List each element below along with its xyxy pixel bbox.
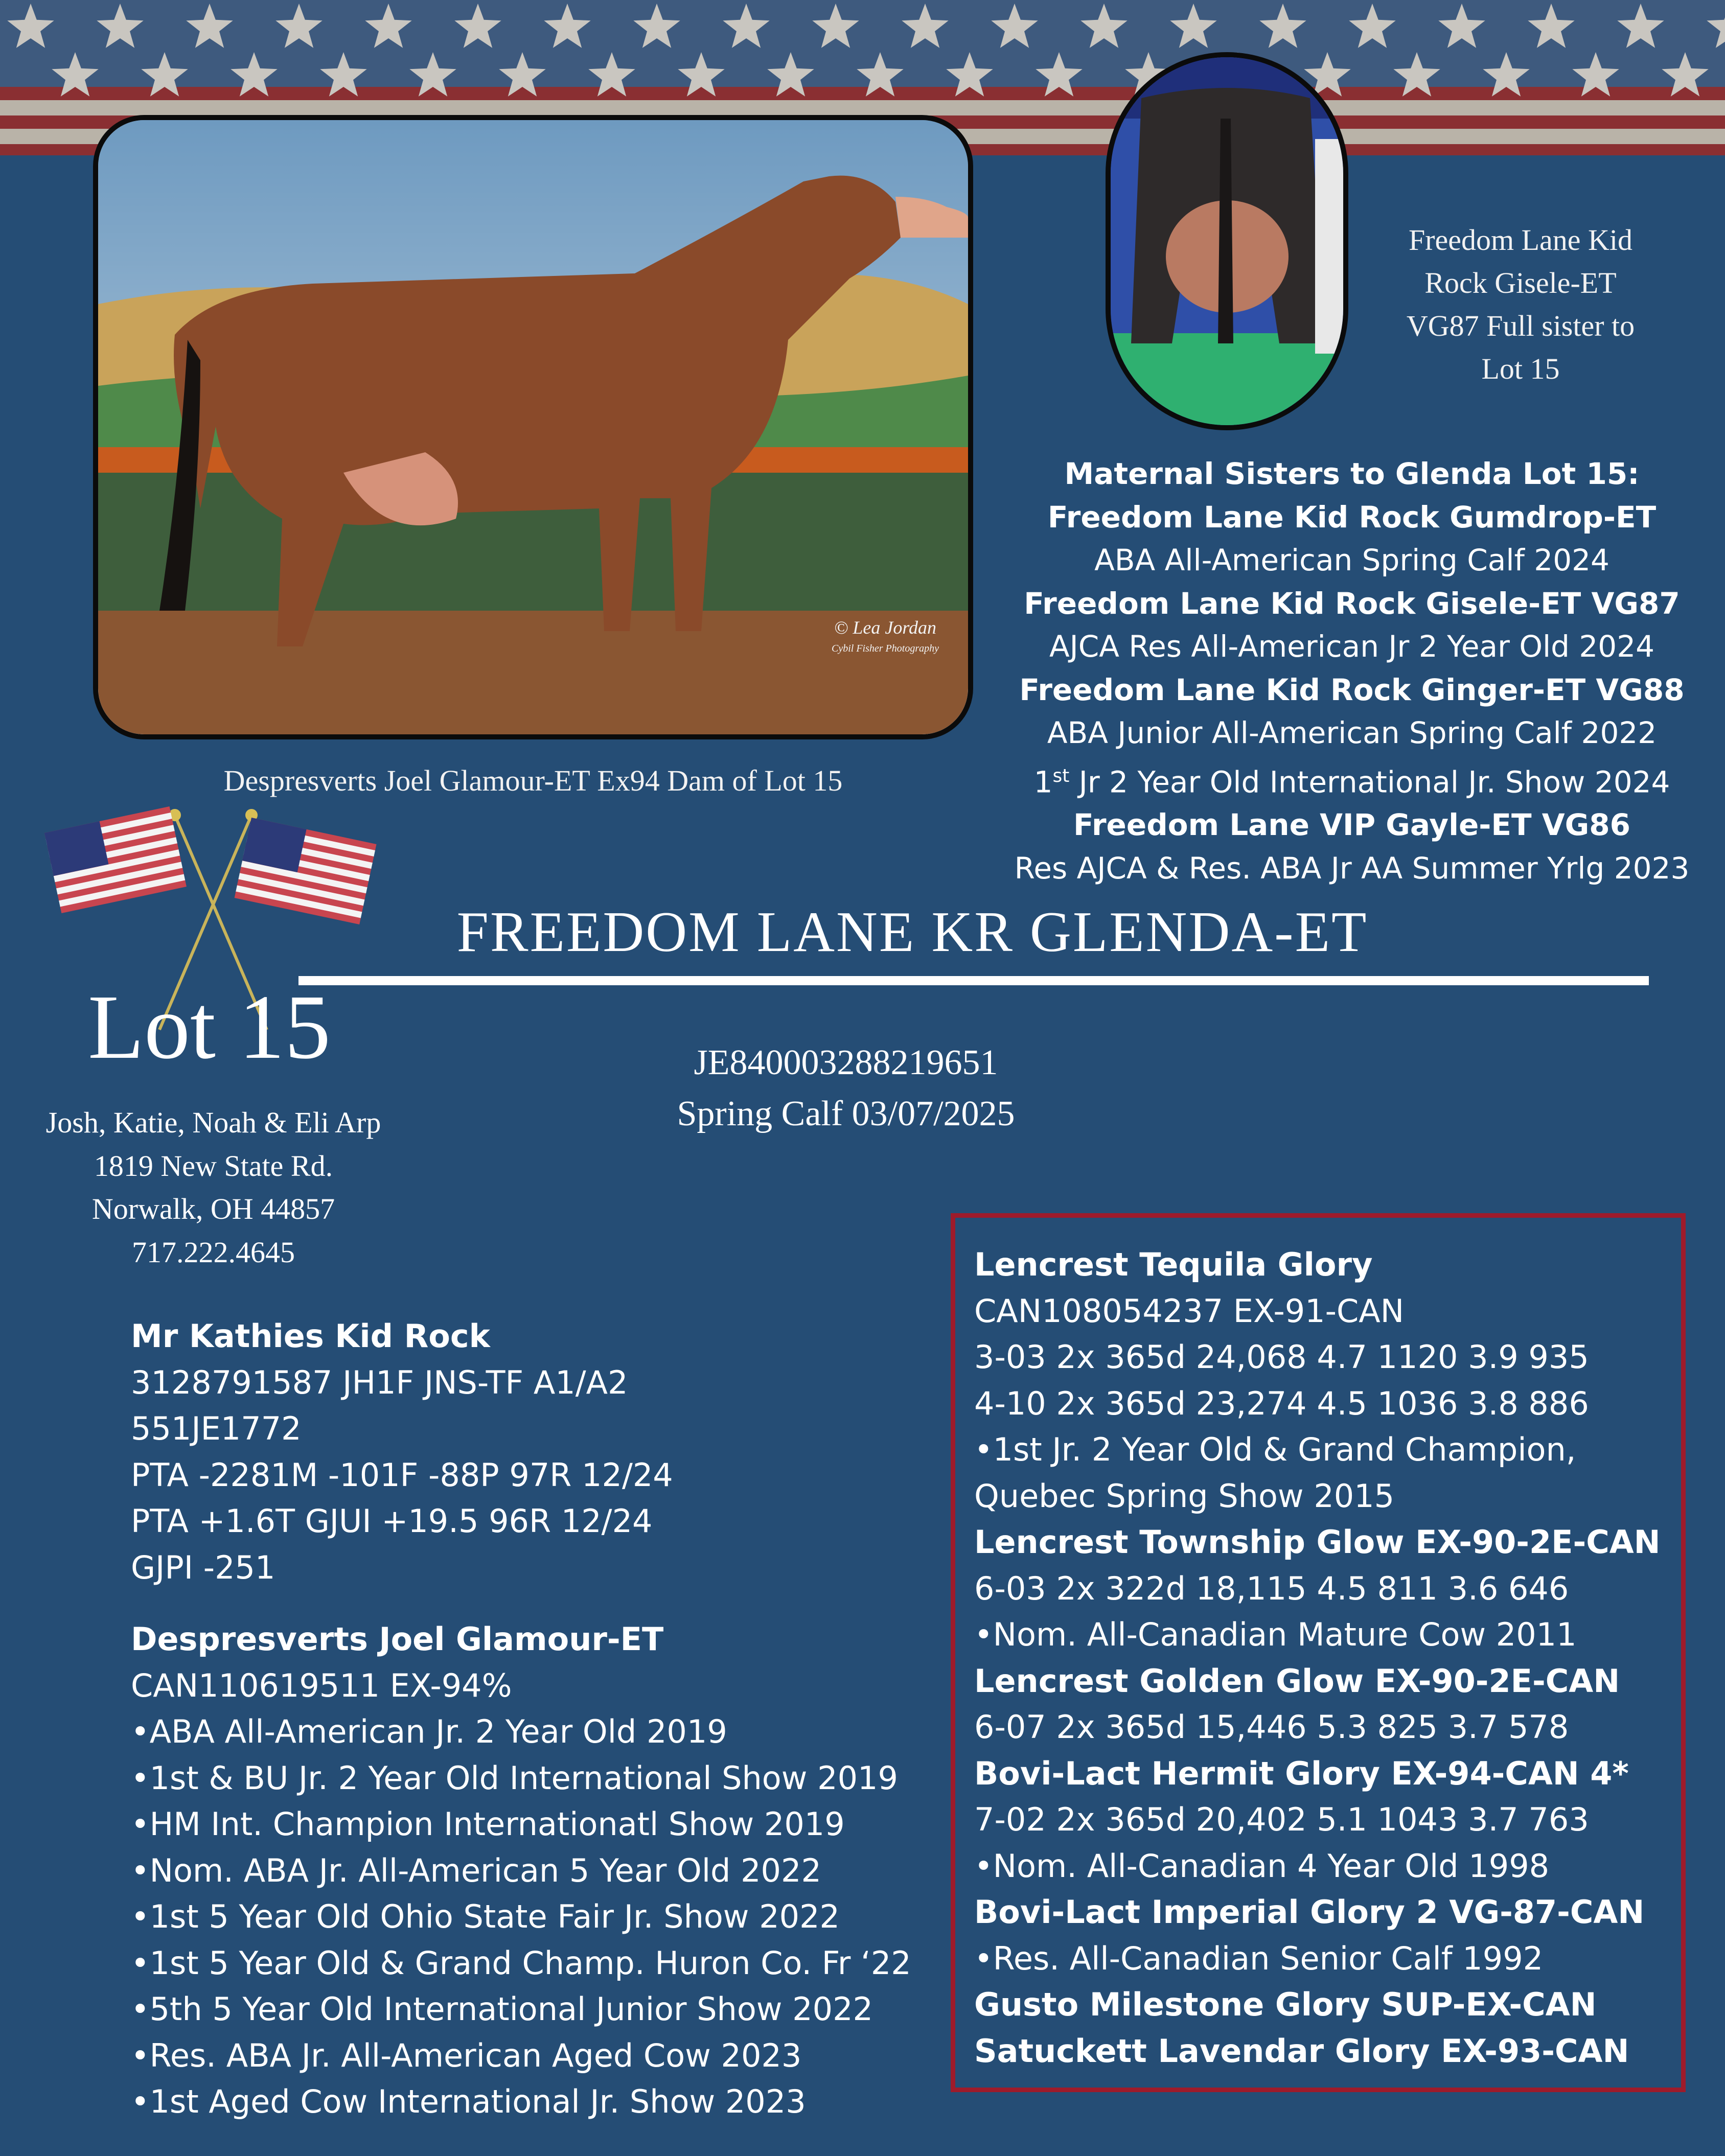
- main-photo-caption: Despresverts Joel Glamour-ET Ex94 Dam of Lot 15: [223, 764, 843, 797]
- rear-photo-caption: [1375, 219, 1666, 390]
- sire-name: Mr Kathies Kid Rock: [131, 1317, 490, 1355]
- lot-number: Lot 15: [88, 976, 331, 1078]
- rear-caption-line: Lot 15: [1481, 352, 1560, 385]
- ancestor-name: Lencrest Township Glow EX-90-2E-CAN: [974, 1523, 1661, 1561]
- award-text: Jr 2 Year Old International Jr. Show 2024: [1069, 764, 1670, 799]
- rear-caption-line: Freedom Lane Kid: [1408, 223, 1633, 257]
- cow-rear-photo: [1111, 57, 1343, 425]
- ancestor-name: Satuckett Lavendar Glory EX-93-CAN: [974, 2032, 1629, 2070]
- sire-detail: 551JE1772: [131, 1410, 302, 1447]
- sister-name: Freedom Lane Kid Rock Gumdrop-ET: [1047, 499, 1657, 535]
- maternal-sisters-heading: Maternal Sisters to Glenda Lot 15:: [1064, 456, 1640, 491]
- dam-name: Despresverts Joel Glamour-ET: [131, 1620, 664, 1658]
- ordinal-suffix: st: [1052, 765, 1070, 786]
- dam-detail: •Res. ABA Jr. All-American Aged Cow 2023: [131, 2036, 802, 2074]
- ancestor-detail: •Nom. All-Canadian 4 Year Old 1998: [974, 1847, 1550, 1885]
- sire-detail: 3128791587 JH1F JNS-TF A1/A2: [131, 1363, 628, 1401]
- title-divider: [298, 976, 1649, 985]
- ancestor-detail: 4-10 2x 365d 23,274 4.5 1036 3.8 886: [974, 1384, 1589, 1422]
- registration-id: JE840003288219651: [694, 1043, 998, 1082]
- ancestor-detail: •1st Jr. 2 Year Old & Grand Champion,: [974, 1431, 1576, 1468]
- rear-caption-line: Rock Gisele-ET: [1424, 266, 1617, 299]
- rear-photo-sister: [1106, 52, 1348, 430]
- dam-detail: •Nom. ABA Jr. All-American 5 Year Old 2022: [131, 1851, 821, 1889]
- sister-name: Freedom Lane VIP Gayle-ET VG86: [1073, 807, 1630, 843]
- consignor-contact: [0, 1101, 427, 1274]
- animal-title: FREEDOM LANE KR GLENDA-ET: [456, 900, 1368, 964]
- dam-detail: •HM Int. Champion Internationatl Show 2019: [131, 1805, 845, 1843]
- ancestor-name: Bovi-Lact Imperial Glory 2 VG-87-CAN: [974, 1893, 1645, 1931]
- dam-detail: CAN110619511 EX-94%: [131, 1666, 512, 1704]
- sister-name: Freedom Lane Kid Rock Ginger-ET VG88: [1019, 672, 1685, 707]
- dam-detail: •ABA All-American Jr. 2 Year Old 2019: [131, 1713, 727, 1750]
- consignor-street: 1819 New State Rd.: [94, 1149, 333, 1183]
- sire-detail: PTA +1.6T GJUI +19.5 96R 12/24: [131, 1502, 653, 1540]
- ancestor-detail: CAN108054237 EX-91-CAN: [974, 1292, 1405, 1330]
- ancestor-name: Lencrest Tequila Glory: [974, 1246, 1373, 1283]
- ancestor-detail: •Res. All-Canadian Senior Calf 1992: [974, 1939, 1544, 1977]
- cow-side-photo: [98, 120, 968, 734]
- ancestor-detail: 7-02 2x 365d 20,402 5.1 1043 3.7 763: [974, 1801, 1589, 1838]
- ordinal-number: 1: [1033, 764, 1053, 799]
- ancestor-detail: 6-03 2x 322d 18,115 4.5 811 3.6 646: [974, 1569, 1569, 1607]
- dam-detail: •5th 5 Year Old International Junior Show 2022: [131, 1990, 873, 2028]
- main-photo-dam: [93, 115, 973, 739]
- dam-detail: •1st & BU Jr. 2 Year Old International Show 2019: [131, 1759, 898, 1797]
- ancestor-name: Lencrest Golden Glow EX-90-2E-CAN: [974, 1662, 1620, 1700]
- sister-award: Res AJCA & Res. ABA Jr AA Summer Yrlg 2023: [1014, 850, 1690, 886]
- consignor-phone: 717.222.4645: [132, 1235, 295, 1269]
- maternal-sisters-section: [986, 452, 1717, 890]
- class-date: Spring Calf 03/07/2025: [677, 1094, 1015, 1133]
- ancestor-detail: 3-03 2x 365d 24,068 4.7 1120 3.9 935: [974, 1338, 1589, 1376]
- sire-dam-pedigree: [131, 1313, 969, 2125]
- sister-award: ABA Junior All-American Spring Calf 2022: [1047, 715, 1657, 750]
- rear-caption-line: VG87 Full sister to: [1406, 309, 1635, 342]
- ancestor-detail: Quebec Spring Show 2015: [974, 1477, 1395, 1515]
- sire-detail: GJPI -251: [131, 1548, 275, 1586]
- ancestor-name: Gusto Milestone Glory SUP-EX-CAN: [974, 1986, 1597, 2023]
- ancestor-detail: •Nom. All-Canadian Mature Cow 2011: [974, 1616, 1577, 1653]
- sister-award-international: [986, 755, 1717, 804]
- dam-family-pedigree: [974, 1242, 1680, 2074]
- sire-detail: PTA -2281M -101F -88P 97R 12/24: [131, 1456, 673, 1494]
- sister-award: ABA All-American Spring Calf 2024: [1094, 543, 1609, 577]
- photo-watermark: © Lea Jordan: [834, 617, 937, 638]
- sister-award: AJCA Res All-American Jr 2 Year Old 2024: [1049, 629, 1654, 664]
- dam-detail: •1st 5 Year Old Ohio State Fair Jr. Show 2022: [131, 1898, 840, 1935]
- sister-name: Freedom Lane Kid Rock Gisele-ET VG87: [1024, 586, 1680, 621]
- registration-info: [572, 1037, 1119, 1140]
- ancestor-detail: 6-07 2x 365d 15,446 5.3 825 3.7 578: [974, 1708, 1569, 1746]
- consignor-names: Josh, Katie, Noah & Eli Arp: [45, 1106, 381, 1139]
- dam-detail: •1st Aged Cow International Jr. Show 2023: [131, 2083, 806, 2120]
- dam-detail: •1st 5 Year Old & Grand Champ. Huron Co. Fr ‘22: [131, 1944, 911, 1982]
- consignor-city: Norwalk, OH 44857: [91, 1192, 335, 1225]
- ancestor-name: Bovi-Lact Hermit Glory EX-94-CAN 4*: [974, 1754, 1629, 1792]
- photo-watermark-studio: Cybil Fisher Photography: [832, 643, 939, 654]
